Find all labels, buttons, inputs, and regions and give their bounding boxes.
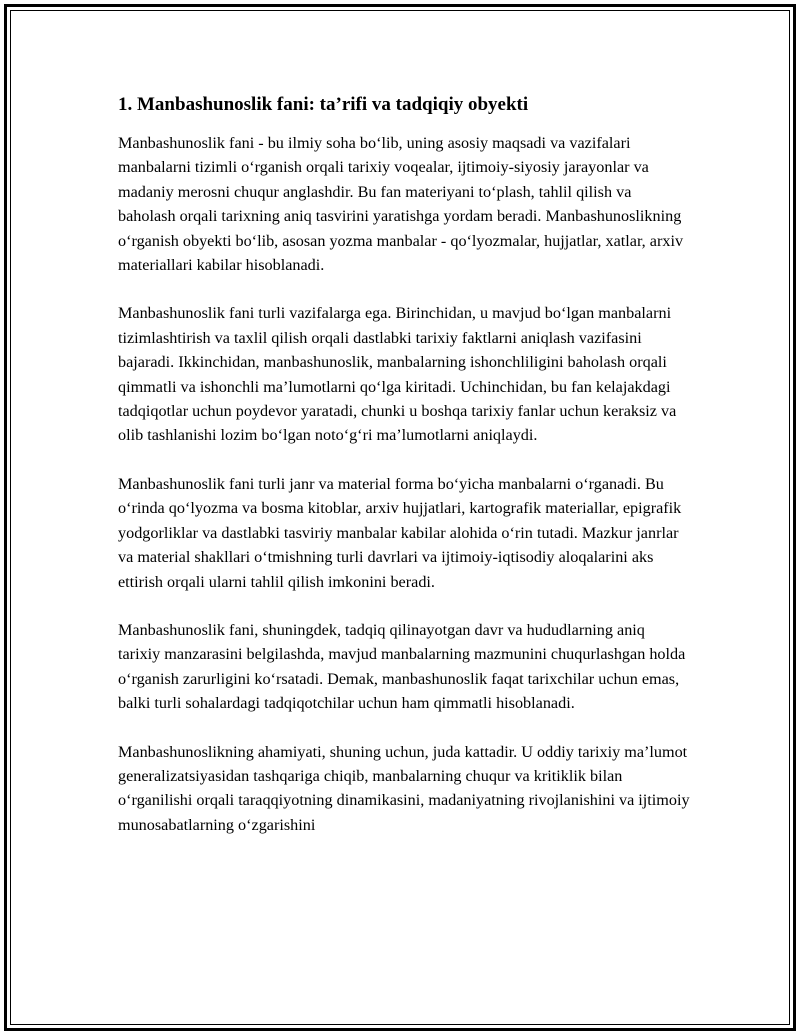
paragraph-genres: Manbashunoslik fani turli janr va material forma bo‘yicha manbalarni o‘rganadi. Bu o‘rinda qo‘lyozma va bosma kitoblar, arxiv hujjatlari, kartografik materiallar, epigrafik yodgorliklar va dastlabki tasviriy manbalar kabilar alohida o‘rin tutadi. Mazkur janrlar va material shakllari o‘tmishning turli davrlari va ijtimoiy-iqtisodiy aloqalarini aks ettirish orqali ularni tahlil qilish imkonini beradi. <box>118 474 682 591</box>
document-body <box>118 93 690 861</box>
paragraph-importance: Manbashunoslikning ahamiyati, shuning uchun, juda kattadir. U oddiy tarixiy ma’lumot generalizatsiyasidan tashqariga chiqib, manbalarning chuqur va kritiklik bilan o‘rganilishi orqali taraqqiyotning dinamikasini, madaniyatning rivojlanishini va ijtimoiy munosabatlarning o‘zgarishini <box>118 742 690 834</box>
section-heading: 1. Manbashunoslik fani: ta’rifi va tadqiqiy obyekti <box>118 94 529 115</box>
paragraph-tasks: Manbashunoslik fani turli vazifalarga ega. Birinchidan, u mavjud bo‘lgan manbalarni tizimlashtirish va taxlil qilish orqali dastlabki tarixiy faktlarni aniqlash vazifasini bajaradi. Ikkinchidan, manbashunoslik, manbalarning ishonchliligini baholash orqali qimmatli va ishonchli ma’lumotlarni qo‘lga kiritadi. Uchinchidan, bu fan kelajakdagi tadqiqotlar uchun poydevor yaratadi, chunki u boshqa tarixiy fanlar uchun keraksiz va olib tashlanishi lozim bo‘lgan noto‘g‘ri ma’lumotlarni aniqlaydi. <box>118 304 677 445</box>
paragraph-definition: Manbashunoslik fani - bu ilmiy soha bo‘lib, uning asosiy maqsadi va vazifalari manbalarni tizimli o‘rganish orqali tarixiy voqealar, ijtimoiy-siyosiy jarayonlar va madaniy merosni chuqur anglashdir. Bu fan materiyani to‘plash, tahlil qilish va baholash orqali tarixning aniq tasvirini yaratishga yordam beradi. Manbashunoslikning o‘rganish obyekti bo‘lib, asosan yozma manbalar - qo‘lyozmalar, hujjatlar, xatlar, arxiv materiallari kabilar hisoblanadi. <box>118 134 684 275</box>
paragraph-scope: Manbashunoslik fani, shuningdek, tadqiq qilinayotgan davr va hududlarning aniq tarixiy manzarasini belgilashda, mavjud manbalarning mazmunini chuqurlashgan holda o‘rganish zarurligini ko‘rsatadi. Demak, manbashunoslik faqat tarixchilar uchun emas, balki turli sohalardagi tadqiqotchilar uchun ham qimmatli hisoblanadi. <box>118 620 686 713</box>
